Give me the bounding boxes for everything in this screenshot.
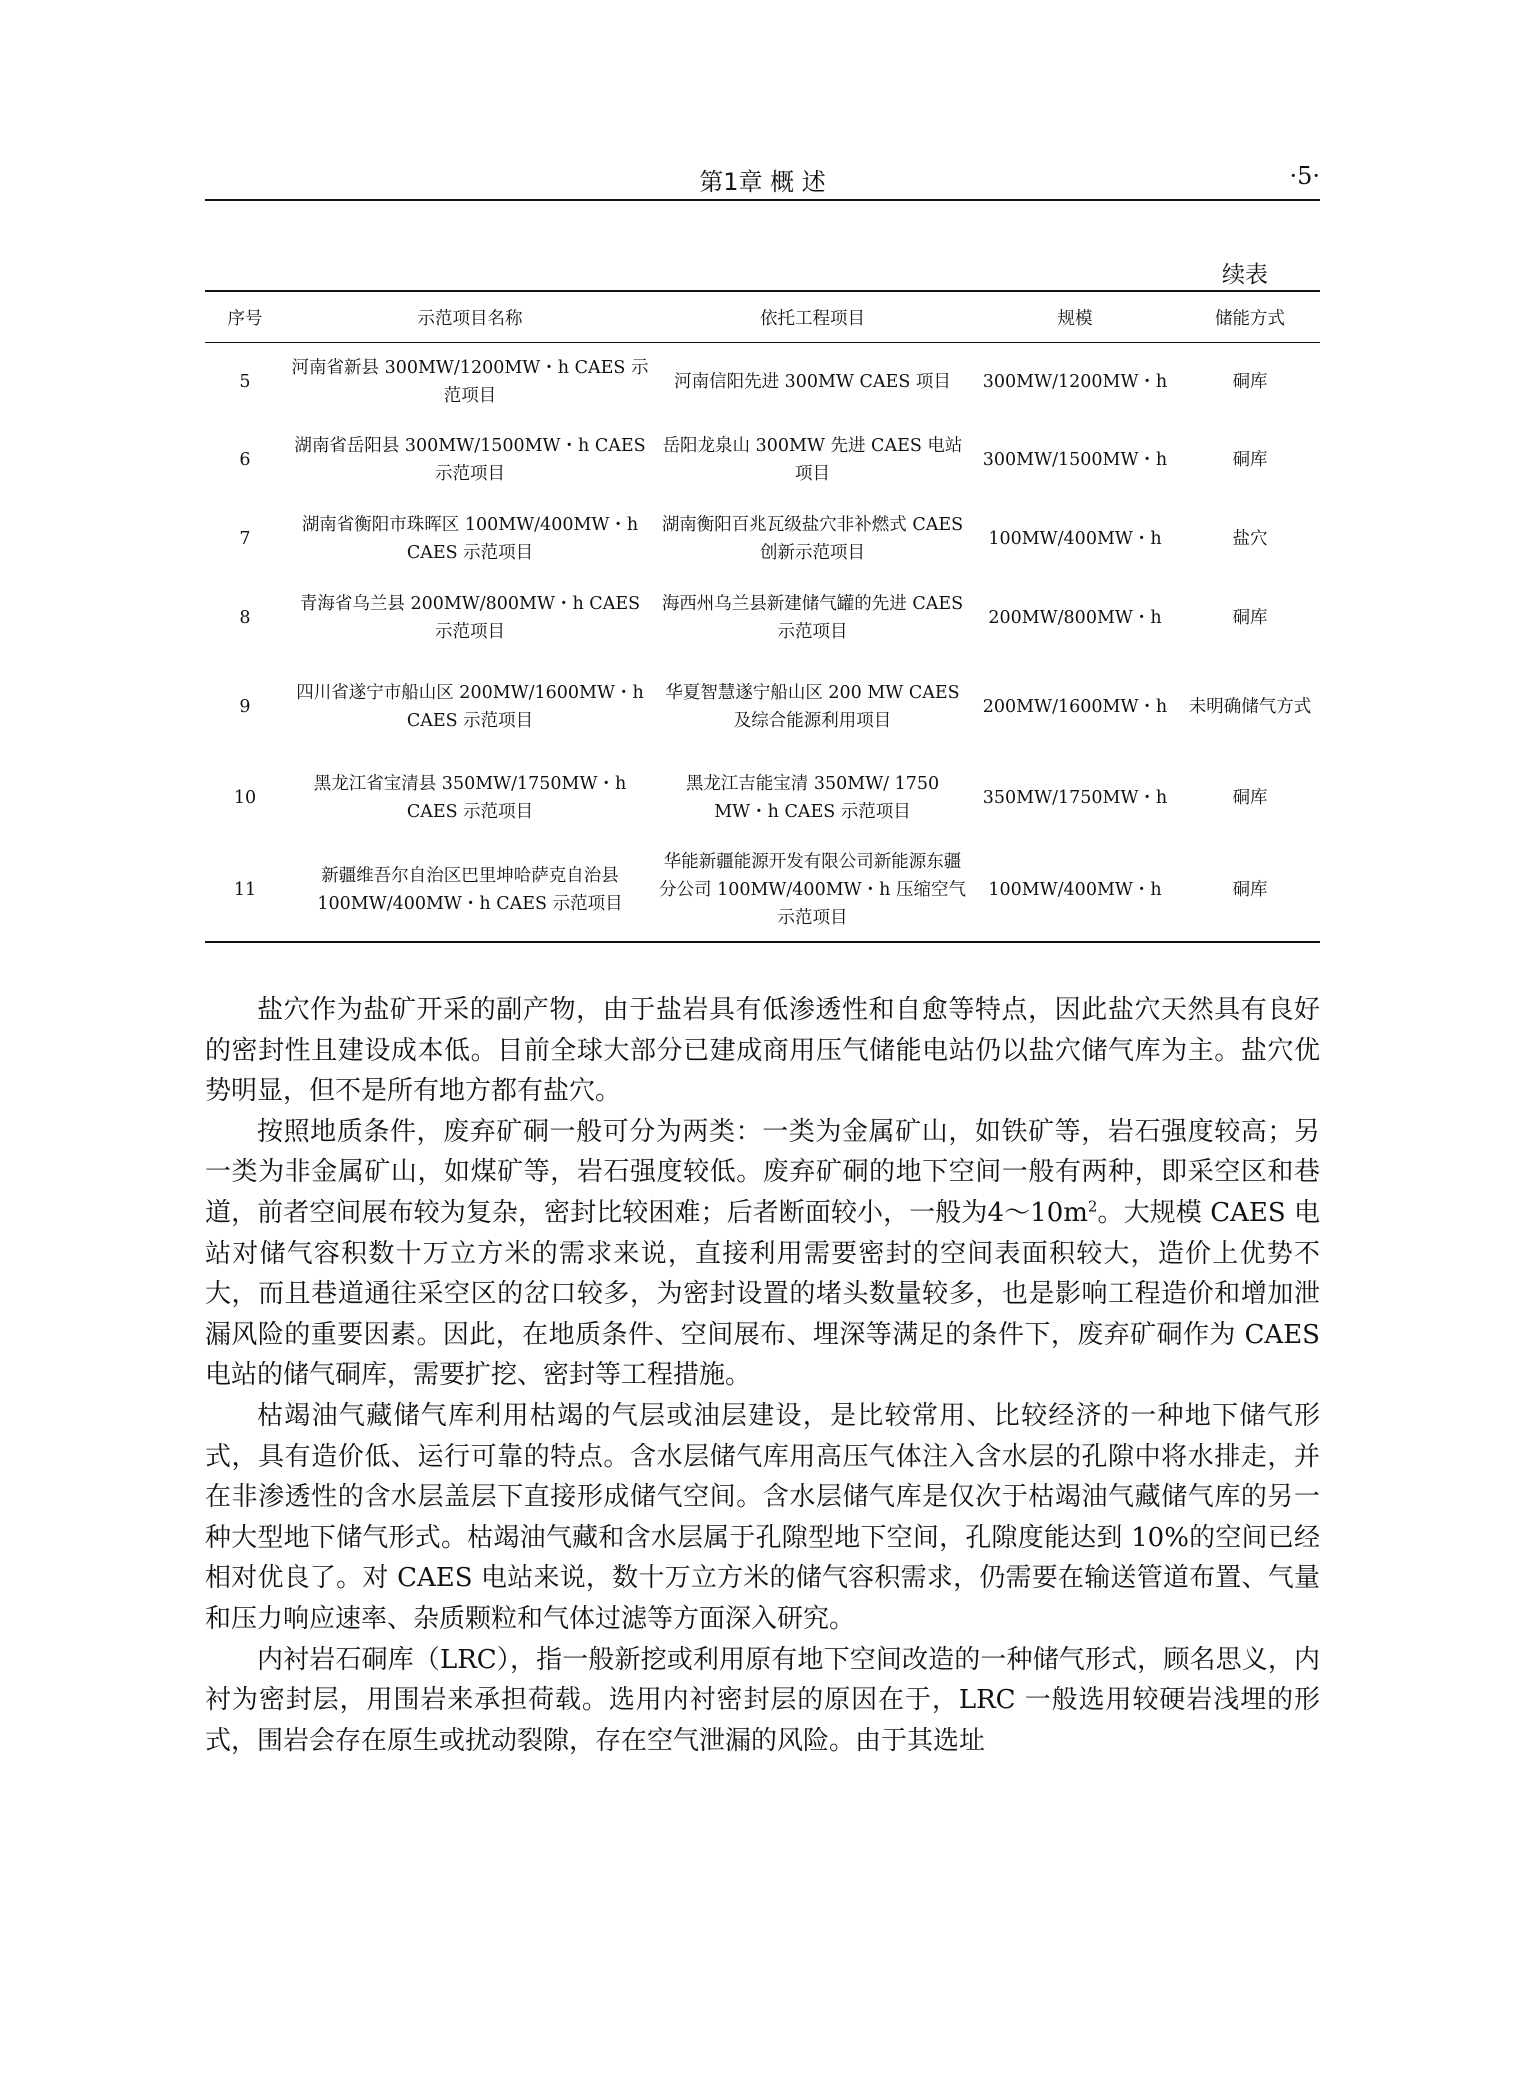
paragraph-lrc: 内衬岩石硐库（LRC），指一般新挖或利用原有地下空间改造的一种储气形式，顾名思义，内衬为密封层，用围岩来承担荷载。选用内衬密封层的原因在于，LRC 一般选用较硬岩浅埋的形式，围岩会存在原生或扰动裂隙，存在空气泄漏的风险。由于其选址: [205, 1644, 1320, 1756]
cell-base: 华夏智慧遂宁船山区 200 MW CAES 及综合能源利用项目: [665, 683, 960, 731]
cell-no: 9: [239, 697, 251, 717]
cell-no: 10: [233, 788, 257, 808]
cell-scale: 100MW/400MW・h: [988, 529, 1162, 549]
cell-name: 湖南省衡阳市珠晖区 100MW/400MW・h CAES 示范项目: [301, 515, 639, 563]
cell-name: 青海省乌兰县 200MW/800MW・h CAES 示范项目: [299, 594, 641, 642]
cell-name: 四川省遂宁市船山区 200MW/1600MW・h CAES 示范项目: [296, 683, 644, 731]
cell-mode: 硐库: [1232, 372, 1268, 392]
cell-mode: 硐库: [1232, 450, 1268, 470]
cell-name: 河南省新县 300MW/1200MW・h CAES 示范项目: [291, 358, 649, 406]
cell-base: 河南信阳先进 300MW CAES 项目: [674, 372, 951, 392]
cell-mode: 硐库: [1232, 788, 1268, 808]
column-header-mode: 储能方式: [1215, 308, 1285, 329]
table-row: [205, 421, 1320, 499]
column-header-base: 依托工程项目: [760, 308, 865, 329]
cell-base: 海西州乌兰县新建储气罐的先进 CAES 示范项目: [661, 594, 964, 642]
cell-scale: 100MW/400MW・h: [988, 880, 1162, 900]
cell-scale: 300MW/1200MW・h: [982, 372, 1168, 392]
cell-mode: 硐库: [1232, 608, 1268, 628]
table-header-row: [205, 291, 1320, 343]
chapter-title: 第1章 概 述: [699, 168, 826, 196]
cell-scale: 300MW/1500MW・h: [982, 450, 1168, 470]
header-rule: [205, 199, 1320, 201]
column-header-no: 序号: [227, 308, 263, 329]
cell-mode: 未明确储气方式: [1188, 697, 1312, 717]
cell-base: 华能新疆能源开发有限公司新能源东疆分公司 100MW/400MW・h 压缩空气示范项目: [659, 852, 966, 928]
cell-scale: 200MW/800MW・h: [988, 608, 1162, 628]
cell-base: 岳阳龙泉山 300MW 先进 CAES 电站项目: [662, 436, 963, 484]
paragraph-salt-cavern: 盐穴作为盐矿开采的副产物，由于盐岩具有低渗透性和自愈等特点，因此盐穴天然具有良好的密封性且建设成本低。目前全球大部分已建成商用压气储能电站仍以盐穴储气库为主。盐穴优势明显，但不是所有地方都有盐穴。: [205, 995, 1320, 1107]
body-text: [205, 990, 1320, 1761]
table-row: [205, 757, 1320, 839]
cell-name: 湖南省岳阳县 300MW/1500MW・h CAES 示范项目: [294, 436, 646, 484]
cell-scale: 350MW/1750MW・h: [982, 788, 1168, 808]
table-continued-label: 续表: [1222, 262, 1268, 288]
cell-no: 7: [239, 529, 251, 549]
paragraph-abandoned-mine: [205, 1112, 1320, 1396]
cell-base: 湖南衡阳百兆瓦级盐穴非补燃式 CAES 创新示范项目: [661, 515, 964, 563]
table-row: [205, 839, 1320, 942]
cell-no: 11: [233, 880, 257, 900]
column-header-scale: 规模: [1057, 308, 1093, 329]
table-row: [205, 657, 1320, 757]
cell-mode: 硐库: [1232, 880, 1268, 900]
cell-no: 6: [239, 450, 251, 470]
page-number: ·5·: [1289, 162, 1320, 190]
cell-no: 5: [239, 372, 251, 392]
table-row: [205, 499, 1320, 579]
cell-name: 黑龙江省宝清县 350MW/1750MW・h CAES 示范项目: [313, 774, 627, 822]
cell-mode: 盐穴: [1232, 529, 1268, 549]
paragraph-depleted-reservoir: 枯竭油气藏储气库利用枯竭的气层或油层建设，是比较常用、比较经济的一种地下储气形式，具有造价低、运行可靠的特点。含水层储气库用高压气体注入含水层的孔隙中将水排走，并在非渗透性的含水层盖层下直接形成储气空间。含水层储气库是仅次于枯竭油气藏储气库的另一种大型地下储气形式。枯竭油气藏和含水层属于孔隙型地下空间，孔隙度能达到 10%的空间已经相对优良了。对 CAES 电站来说，数十万立方米的储气容积需求，仍需要在输送管道布置、气量和压力响应速率、杂质颗粒和气体过滤等方面深入研究。: [205, 1400, 1320, 1634]
table-row: [205, 343, 1320, 422]
cell-scale: 200MW/1600MW・h: [982, 697, 1168, 717]
cell-name: 新疆维吾尔自治区巴里坤哈萨克自治县 100MW/400MW・h CAES 示范项目: [317, 866, 623, 914]
projects-table: [205, 290, 1320, 943]
column-header-name: 示范项目名称: [417, 308, 523, 329]
paragraph-text: 按照地质条件，废弃矿硐一般可分为两类：一类为金属矿山，如铁矿等，岩石强度较高；另一类为非金属矿山，如煤矿等，岩石强度较低。废弃矿硐的地下空间一般有两种，即采空区和巷道，前者空间展布较为复杂，密封比较困难；后者断面较小，一般为4～10m: [205, 1116, 1320, 1228]
running-head: [205, 158, 1320, 202]
table-row: [205, 579, 1320, 657]
cell-no: 8: [239, 608, 251, 628]
cell-base: 黑龙江吉能宝清 350MW/ 1750 MW・h CAES 示范项目: [685, 774, 940, 822]
paragraph-text: 。大规模 CAES 电站对储气容积数十万立方米的需求来说，直接利用需要密封的空间表面积较大，造价上优势不大，而且巷道通往采空区的岔口较多，为密封设置的堵头数量较多，也是影响工程造价和增加泄漏风险的重要因素。因此，在地质条件、空间展布、埋深等满足的条件下，废弃矿硐作为 CAES 电站的储气硐库，需要扩挖、密封等工程措施。: [205, 1197, 1320, 1391]
superscript: 2: [1087, 1197, 1098, 1216]
